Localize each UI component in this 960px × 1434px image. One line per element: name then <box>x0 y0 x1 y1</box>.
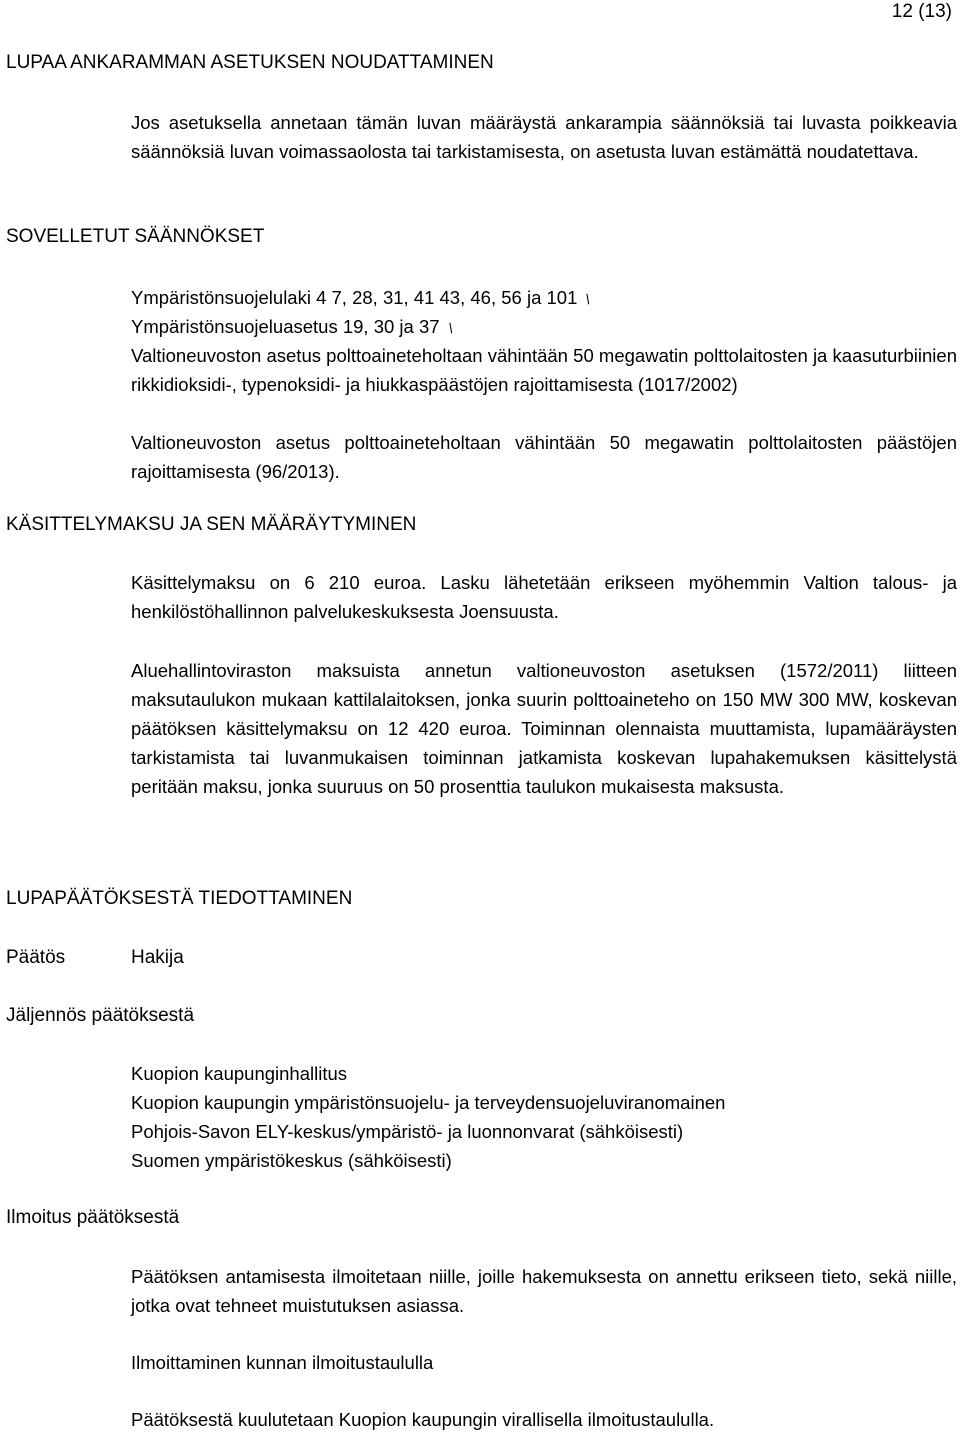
label-decision: Päätös <box>6 947 66 968</box>
list-item: Suomen ympäristökeskus (sähköisesti) <box>131 1150 452 1171</box>
heading-processing-fee: KÄSITTELYMAKSU JA SEN MÄÄRÄYTYMINEN <box>6 514 417 535</box>
paragraph-notice-board: Päätöksestä kuulutetaan Kuopion kaupungin virallisella ilmoitustaululla. <box>131 1409 715 1430</box>
label-copy-of-decision: Jäljennös päätöksestä <box>6 1005 195 1026</box>
copy-recipients-list <box>131 1059 957 1175</box>
provision-environmental-act <box>131 283 957 314</box>
heading-applied-provisions: SOVELLETUT SÄÄNNÖKSET <box>6 226 265 247</box>
paragraph-fee-amount: Käsittelymaksu on 6 210 euroa. Lasku lähetetään erikseen myöhemmin Valtion talous- ja henkilöstöhallinnon palvelukeskuksesta Joensuusta. <box>131 572 957 622</box>
page-number: 12 (13) <box>891 1 952 22</box>
heading-stricter-regulation: LUPAA ANKARAMMAN ASETUKSEN NOUDATTAMINEN <box>6 52 494 73</box>
provision-government-decree-2013: Valtioneuvoston asetus polttoaineteholtaan vähintään 50 megawatin polttolaitosten päästöjen rajoittamisesta (96/2013). <box>131 432 957 482</box>
paragraph-fee-basis: Aluehallintoviraston maksuista annetun valtioneuvoston asetuksen (1572/2011) liitteen maksutaulukon mukaan kattilalaitoksen, jonka suurin polttoaineteho on 150 MW 300 MW, koskevan päätöksen käsittelymaksu on 12 420 euroa. Toiminnan olennaista muuttamista, lupamääräysten tarkistamista tai luvanmukaisen toiminnan jatkamista koskevan lupahakemuksen käsittelystä peritään maksu, jonka suuruus on 50 prosenttia taulukon mukaisesta maksusta. <box>131 660 957 797</box>
paragraph-notice-of-decision: Päätöksen antamisesta ilmoitetaan niille, joille hakemuksesta on annettu erikseen tieto, sekä niille, jotka ovat tehneet muistutuksen asiassa. <box>131 1266 957 1316</box>
label-notice-of-decision: Ilmoitus päätöksestä <box>6 1207 180 1228</box>
provision-environmental-act-text: Ympäristönsuojelulaki 4 7, 28, 31, 41 43, 46, 56 ja 101 <box>131 287 578 308</box>
heading-decision-notification: LUPAPÄÄTÖKSESTÄ TIEDOTTAMINEN <box>6 888 353 909</box>
list-item: Kuopion kaupunginhallitus <box>131 1063 348 1084</box>
list-item: Kuopion kaupungin ympäristönsuojelu- ja terveydensuojeluviranomainen <box>131 1092 726 1113</box>
decision-recipient: Hakija <box>131 947 184 968</box>
label-notice-board: Ilmoittaminen kunnan ilmoitustaululla <box>131 1352 434 1373</box>
provision-government-decree-2002: Valtioneuvoston asetus polttoaineteholtaan vähintään 50 megawatin polttolaitosten ja kaasuturbiinien rikkidioksidi-, typenoksidi- ja hiukkaspäästöjen rajoittamisesta (1017/2002) <box>131 345 957 395</box>
paragraph-stricter-regulation: Jos asetuksella annetaan tämän luvan määräystä ankarampia säännöksiä tai luvasta poikkeavia säännöksiä luvan voimassaolosta tai tarkistamisesta, on asetusta luvan estämättä noudatettava. <box>131 112 957 162</box>
section-mark-icon: / <box>445 319 456 337</box>
section-mark-icon: / <box>582 290 594 308</box>
provision-environmental-decree-text: Ympäristönsuojeluasetus 19, 30 ja 37 <box>131 316 440 337</box>
list-item: Pohjois-Savon ELY-keskus/ympäristö- ja luonnonvarat (sähköisesti) <box>131 1121 684 1142</box>
provision-environmental-decree <box>131 312 957 343</box>
